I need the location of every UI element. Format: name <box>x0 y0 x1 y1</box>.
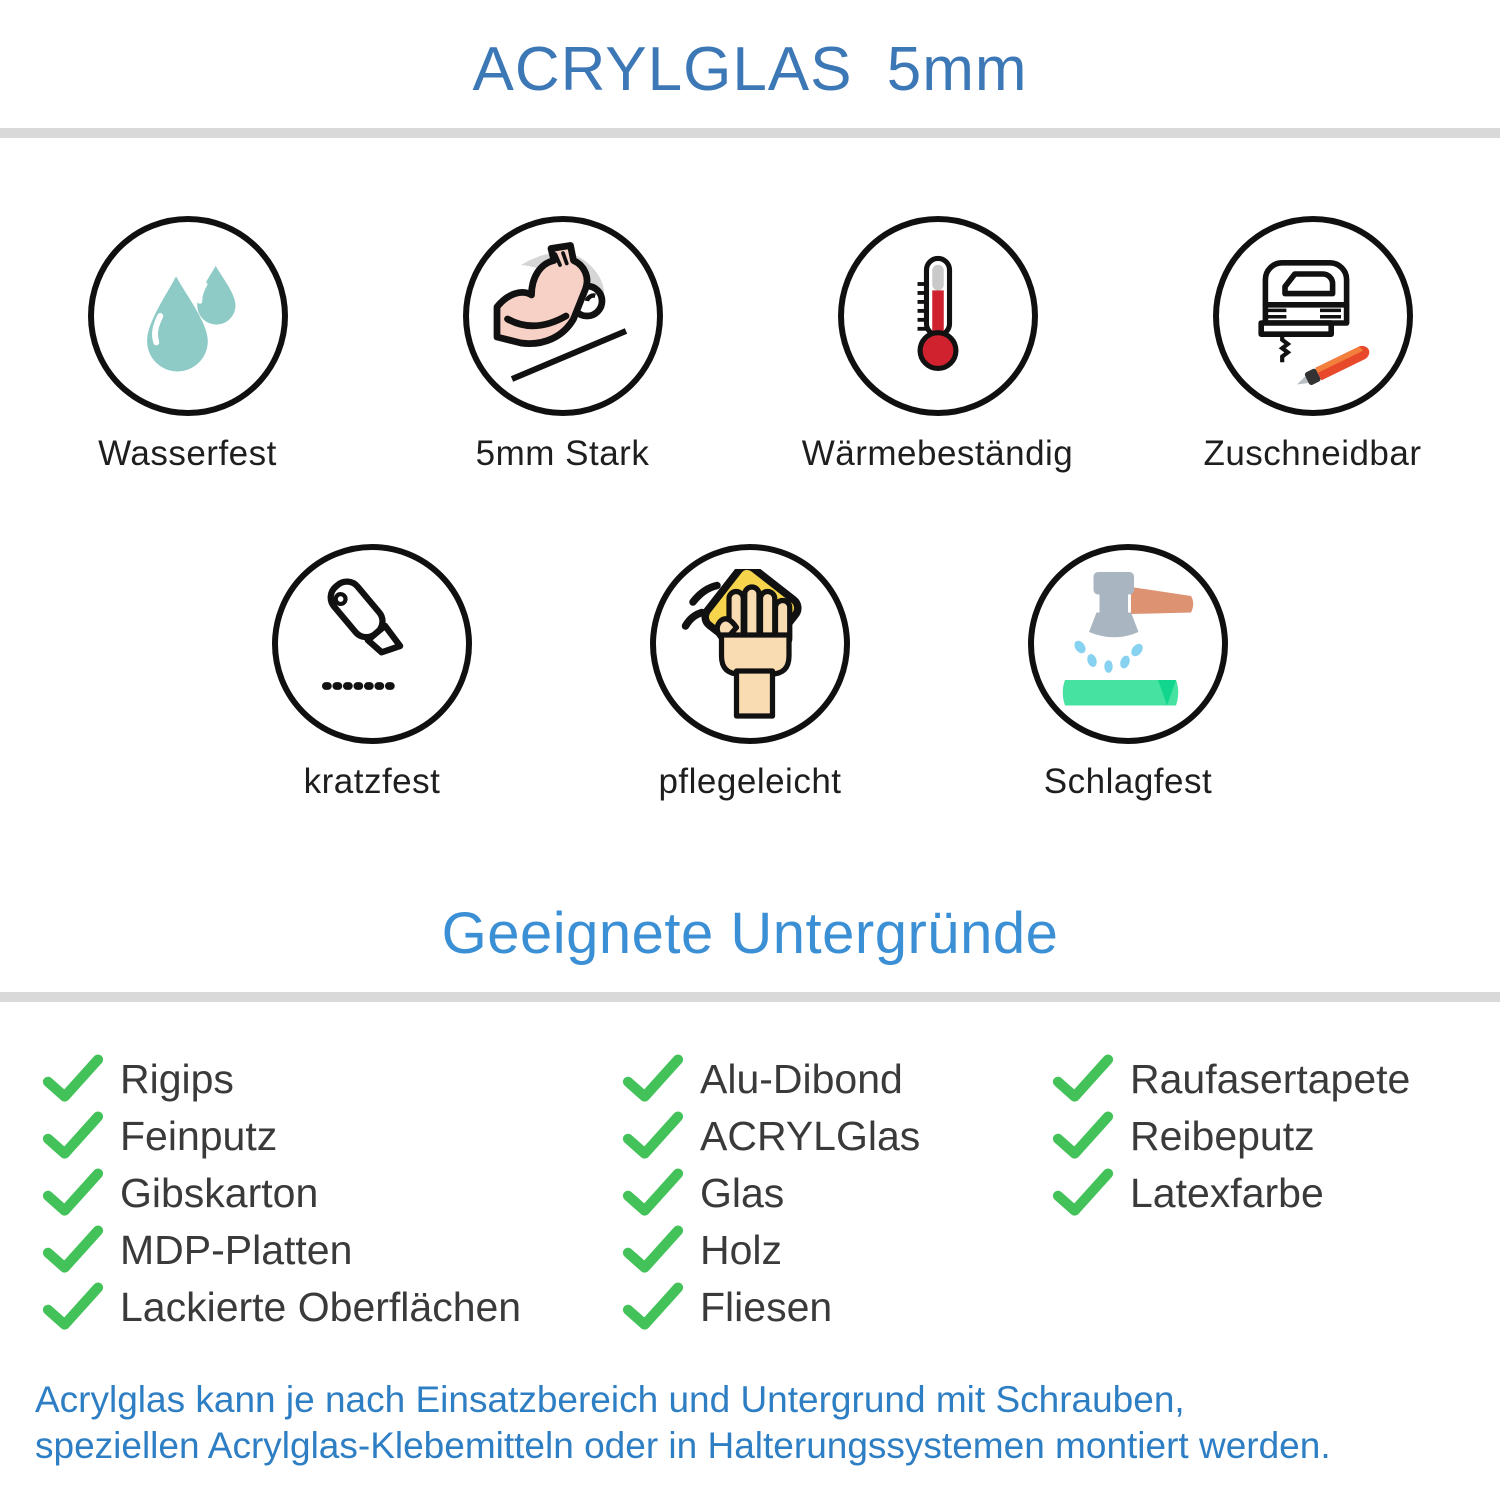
check-item <box>1050 1113 1500 1159</box>
features-row-2 <box>0 544 1500 802</box>
surface-label: Feinputz <box>120 1112 278 1159</box>
check-item <box>40 1170 620 1216</box>
check-item <box>620 1227 1050 1273</box>
checkmark-icon <box>620 1054 686 1104</box>
thermometer-icon <box>874 252 1002 380</box>
jigsaw-icon <box>1243 246 1383 386</box>
utility-knife-icon <box>302 574 442 714</box>
surfaces-column-3 <box>1050 1056 1500 1341</box>
feature-wasserfest <box>0 216 375 474</box>
features-row-1 <box>0 216 1500 474</box>
checkmark-icon <box>620 1168 686 1218</box>
feature-5mm-stark <box>375 216 750 474</box>
page-title: ACRYLGLAS 5mm <box>472 35 1028 104</box>
surfaces-heading: Geeignete Untergründe <box>441 901 1059 966</box>
water-drops-icon <box>122 250 254 382</box>
surface-label: Reibeputz <box>1130 1112 1315 1159</box>
feature-label: Wärmebeständig <box>801 434 1074 473</box>
surface-label: Fliesen <box>700 1283 833 1330</box>
checkmark-icon <box>620 1282 686 1332</box>
icon-circle <box>1213 216 1413 416</box>
check-item <box>1050 1056 1500 1102</box>
icon-circle <box>1028 544 1228 744</box>
check-item <box>620 1113 1050 1159</box>
surface-label: Glas <box>700 1169 785 1216</box>
feature-schlagfest <box>939 544 1317 802</box>
feature-zuschneidbar <box>1125 216 1500 474</box>
feature-label: pflegeleicht <box>658 762 842 801</box>
mounting-note-line-2: speziellen Acrylglas-Klebemitteln oder in Halterungssystemen montiert werden. <box>35 1425 1331 1466</box>
icon-circle <box>838 216 1038 416</box>
feature-label: Zuschneidbar <box>1203 434 1422 473</box>
check-item <box>620 1170 1050 1216</box>
check-item <box>620 1284 1050 1330</box>
feature-label: 5mm Stark <box>475 434 650 473</box>
feature-waermebestaendig <box>750 216 1125 474</box>
surface-label: Lackierte Oberflächen <box>120 1283 522 1330</box>
icon-circle <box>650 544 850 744</box>
surface-label: MDP-Platten <box>120 1226 353 1273</box>
checkmark-icon <box>40 1225 106 1275</box>
icon-circle <box>88 216 288 416</box>
surface-label: Rigips <box>120 1055 234 1102</box>
icon-circle <box>272 544 472 744</box>
check-item <box>40 1056 620 1102</box>
check-item <box>1050 1170 1500 1216</box>
check-item <box>40 1227 620 1273</box>
icon-circle <box>463 216 663 416</box>
divider-bar <box>0 992 1500 1002</box>
hammer-icon <box>1053 569 1203 719</box>
checkmark-icon <box>40 1111 106 1161</box>
surface-label: Gibskarton <box>120 1169 319 1216</box>
check-item <box>40 1113 620 1159</box>
muscle-arm-icon <box>488 241 638 391</box>
checkmark-icon <box>1050 1054 1116 1104</box>
checkmark-icon <box>620 1225 686 1275</box>
mounting-note <box>0 1377 1500 1469</box>
checkmark-icon <box>40 1282 106 1332</box>
surfaces-column-1 <box>40 1056 620 1341</box>
feature-label: Wasserfest <box>98 434 277 473</box>
feature-pflegeleicht <box>561 544 939 802</box>
surface-label: Holz <box>700 1226 783 1273</box>
checkmark-icon <box>40 1054 106 1104</box>
surfaces-column-2 <box>620 1056 1050 1341</box>
feature-label: kratzfest <box>303 762 441 801</box>
checkmark-icon <box>620 1111 686 1161</box>
surface-label: ACRYLGlas <box>700 1112 921 1159</box>
feature-kratzfest <box>183 544 561 802</box>
checkmark-icon <box>1050 1111 1116 1161</box>
surface-label: Latexfarbe <box>1130 1169 1324 1216</box>
surfaces-checklist <box>0 1056 1500 1341</box>
surface-label: Alu-Dibond <box>700 1055 903 1102</box>
feature-label: Schlagfest <box>1043 762 1213 801</box>
divider-bar <box>0 128 1500 138</box>
surface-label: Raufasertapete <box>1130 1055 1411 1102</box>
check-item <box>40 1284 620 1330</box>
checkmark-icon <box>1050 1168 1116 1218</box>
checkmark-icon <box>40 1168 106 1218</box>
check-item <box>620 1056 1050 1102</box>
mounting-note-line-1: Acrylglas kann je nach Einsatzbereich und Untergrund mit Schrauben, <box>35 1379 1185 1420</box>
wiping-hand-icon <box>675 569 825 719</box>
